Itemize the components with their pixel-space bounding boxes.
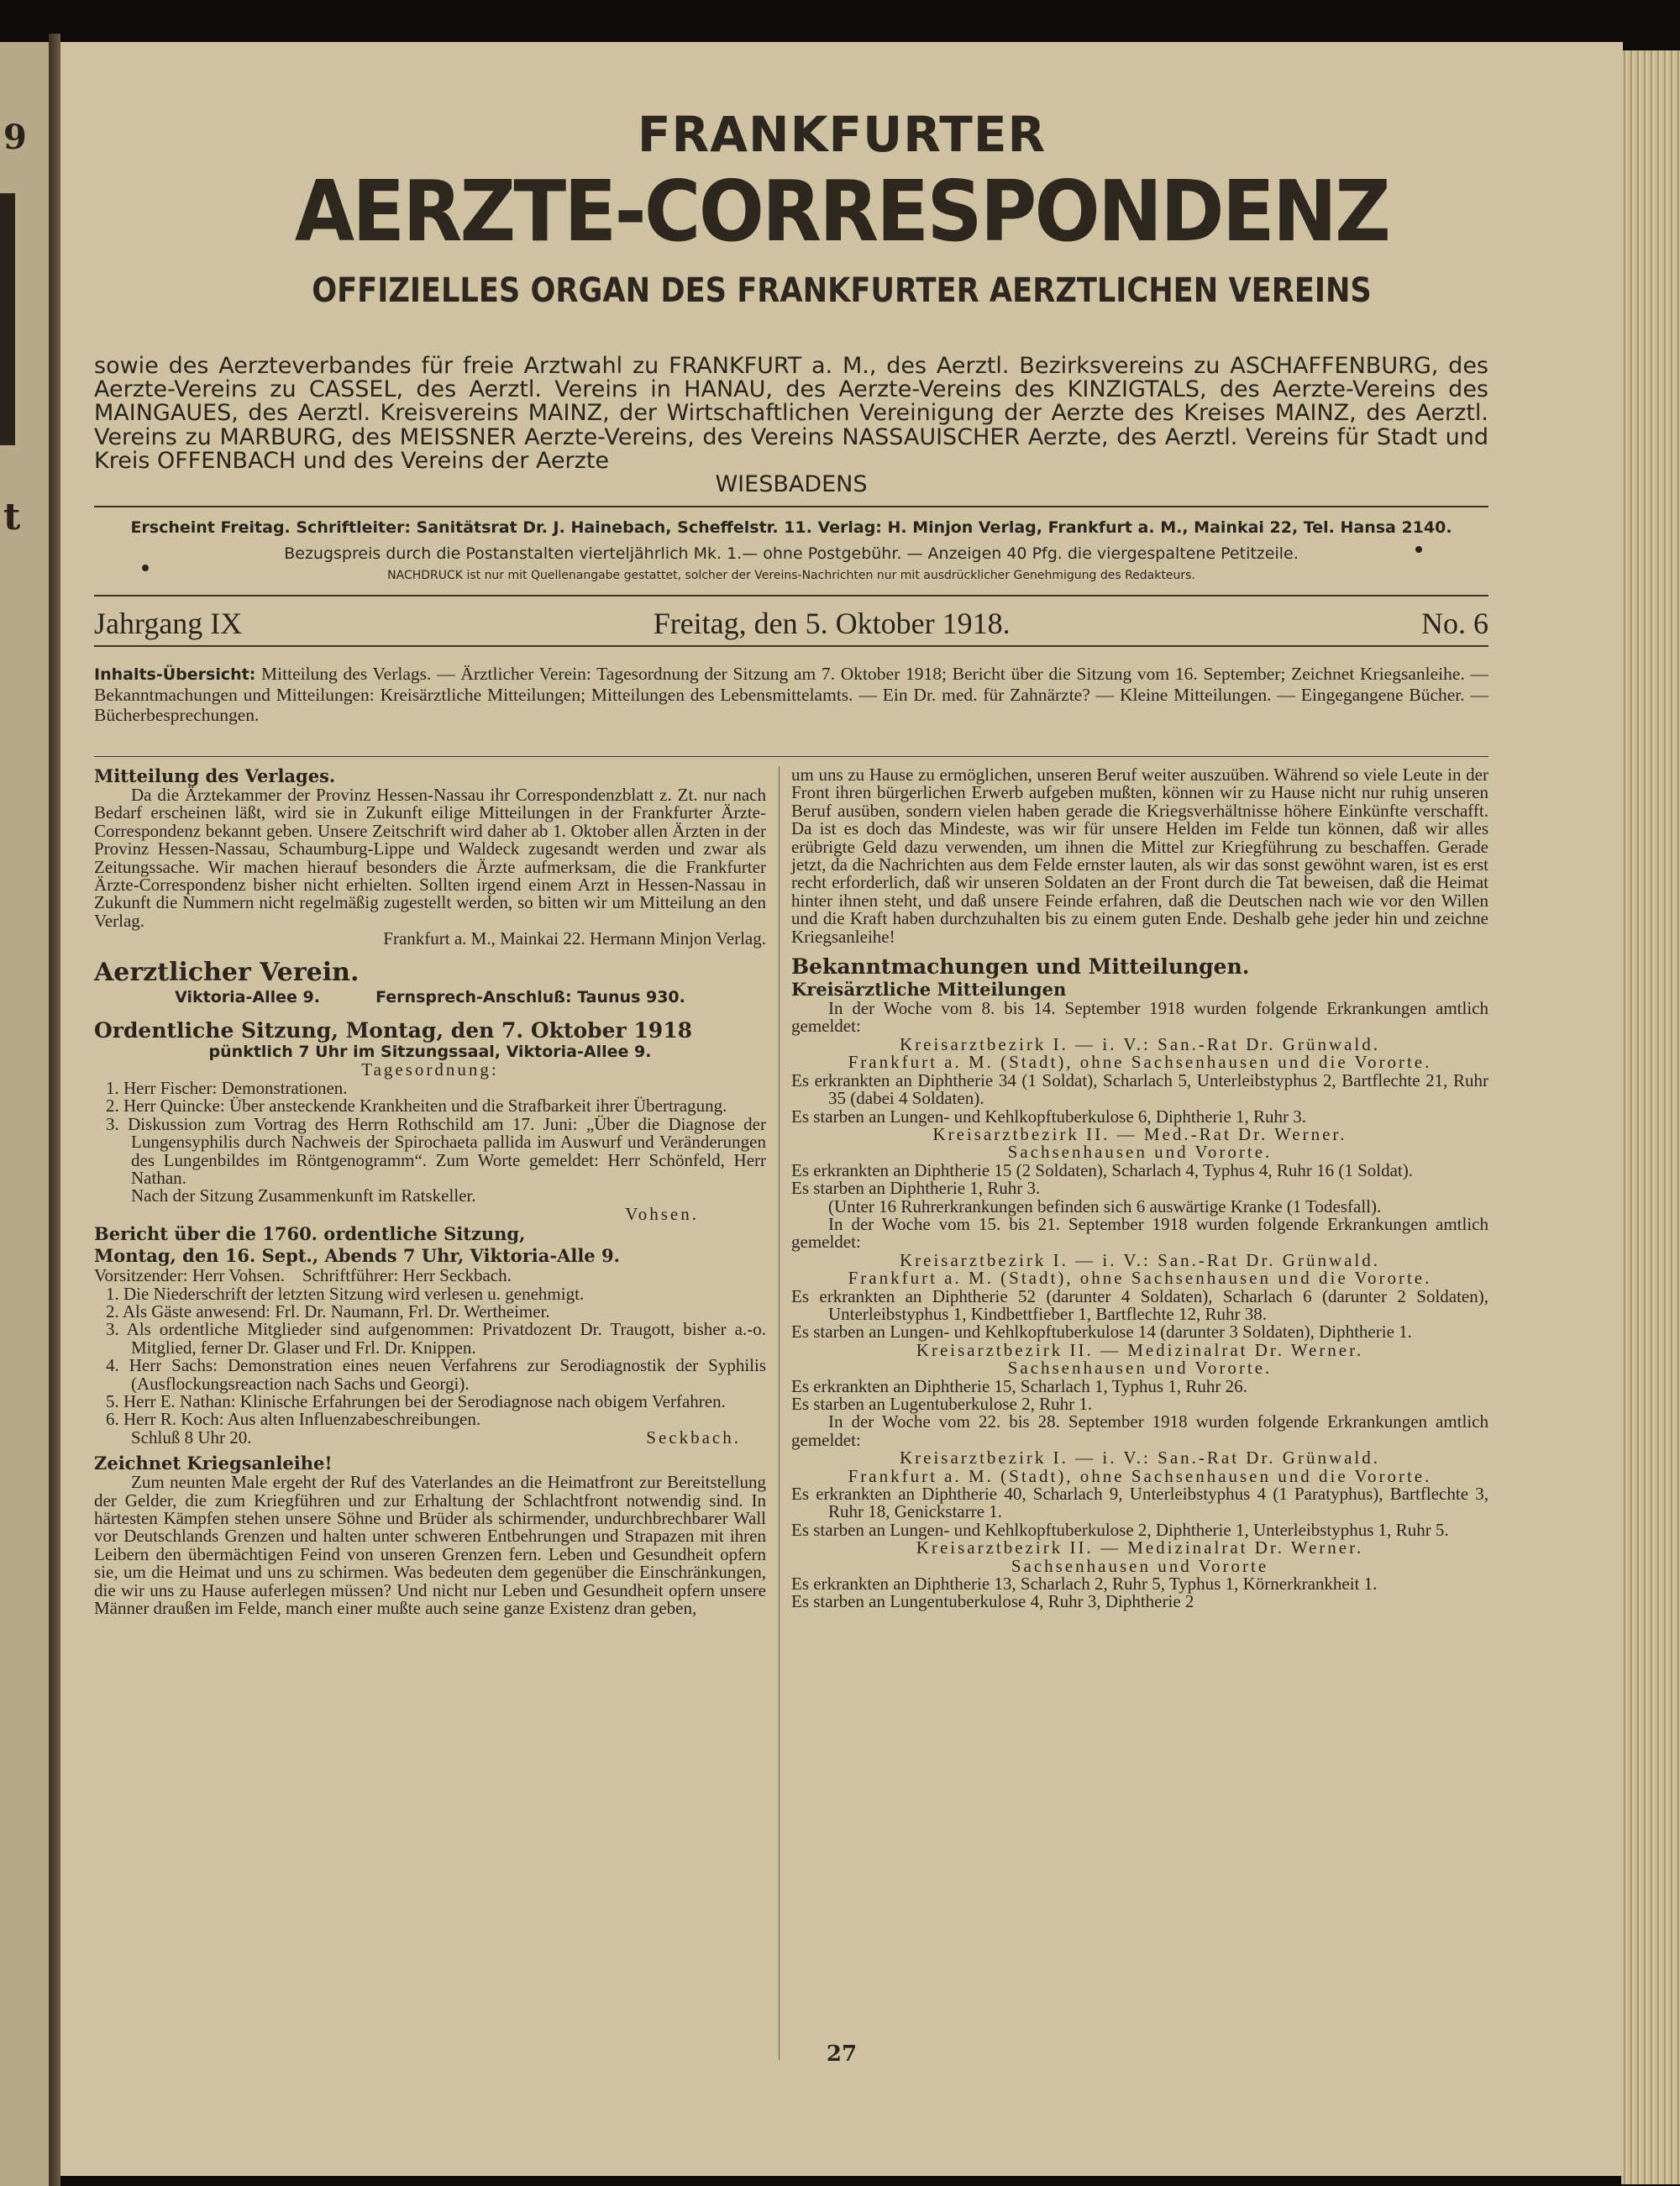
report-line: Es erkrankten an Diphtherie 52 (darunter 4 Soldaten), Scharlach 6 (darunter 2 Soldaten), Unterleibstyphus 1, Kindbettfieber 1, Bartflechte 12, Ruhr 38. bbox=[791, 1285, 1488, 1324]
section-heading: Mitteilung des Verlages. bbox=[94, 765, 336, 786]
issue-date: Freitag, den 5. Oktober 1918. bbox=[653, 607, 1011, 640]
verein-address: Viktoria-Allee 9. Fernsprech-Anschluß: Taunus 930. bbox=[175, 987, 685, 1006]
area-heading: Frankfurt a. M. (Stadt), ohne Sachsenhausen und die Vororte. bbox=[848, 1052, 1432, 1073]
section-heading: Aerztlicher Verein. bbox=[94, 957, 360, 987]
closing-time: Schluß 8 Uhr 20. bbox=[131, 1427, 252, 1448]
paragraph: um uns zu Hause zu ermöglichen, unseren Beruf weiter auszuüben. Während so viele Leute in der Front ihren bürgerlichen Erwerb aufgeben mußten, können wir zu Hause nicht nur ruhig unseren Beruf ausüben, sondern vielen haben gerade die Kriegsverhältnisse höhere Einkünfte verschafft. Da ist es doch das Mindeste, was wir für unsere Helden im Felde tun können, daß wir alles erübrigte Geld dazu verwenden, um ihnen die Mittel zur Kriegführung zu beschaffen. Gerade jetzt, da die Nachrichten aus dem Felde ernster lauten, als wir das sonst gewöhnt waren, ist es erst recht erforderlich, daß wir unseren Soldaten an der Front durch die Tat beweisen, daß die Heimat hinter ihnen steht, und daß unsere Feinde erfahren, daß die Deutschen nach wie vor den Willen und die Kraft haben durchzuhalten bis zu einem guten Ende. Deshalb gehe jeder hin und zeichne Kriegsanleihe! bbox=[791, 765, 1488, 947]
prev-page-fragment: t bbox=[3, 496, 21, 539]
report-heading: Bericht über die 1760. ordentliche Sitzung, bbox=[94, 1223, 526, 1245]
agenda-item: 1. Herr Fischer: Demonstrationen. bbox=[106, 1077, 348, 1098]
book-gutter bbox=[49, 34, 60, 2186]
area-heading: Sachsenhausen und Vororte bbox=[1011, 1555, 1269, 1576]
bullet bbox=[1415, 546, 1422, 553]
subsection-heading: Kreisärztliche Mitteilungen bbox=[791, 979, 1067, 1001]
minutes-item: 4. Herr Sachs: Demonstration eines neuen Verfahrens zur Serodiagnostik der Syphilis (Ausflockungsreaction nach Sachs und Georgi). bbox=[106, 1355, 766, 1394]
left-column bbox=[94, 766, 766, 1617]
prev-page-fragment: 9 bbox=[3, 118, 27, 157]
area-heading: Sachsenhausen und Vororte. bbox=[1007, 1358, 1273, 1379]
report-line: Es erkrankten an Diphtherie 40, Scharlach 9, Unterleibstyphus 4 (1 Paratyphus), Bartflechte 3, Ruhr 18, Genickstarre 1. bbox=[791, 1484, 1488, 1522]
area-heading: Frankfurt a. M. (Stadt), ohne Sachsenhausen und die Vororte. bbox=[848, 1268, 1432, 1289]
session-heading: Ordentliche Sitzung, Montag, den 7. Oktober 1918 bbox=[94, 1018, 692, 1043]
paragraph: Zum neunten Male ergeht der Ruf des Vaterlandes an die Heimatfront zur Bereitstellung der Gelder, die zum Kriegführen und zur Erhaltung der Schlachtfront notwendig sind. In härtesten Kämpfen stehen unsere Söhne und Brüder als schirmender, undurchbrechbarer Wall vor Deutschlands Grenzen und halten unter schweren Entbehrungen und Strapazen mit ihren Leibern den übermächtigen Feind von unseren Grenzen fern. Leben und Gesundheit opfern sie, um die Heimat und uns zu schirmen. Was bedeuten dem gegenüber die Einschränkungen, die wir uns zu Hause auferlegen müssen? Und nicht nur Leben und Gesundheit opfern unsere Männer draußen im Felde, manch einer mußte auch seine ganze Existenz dran geben, bbox=[94, 1472, 766, 1619]
week-intro: In der Woche vom 15. bis 21. September 1918 wurden folgende Erkrankungen amtlich gemeldet: bbox=[791, 1213, 1488, 1253]
subscription-info: Bezugspreis durch die Postanstalten vierteljährlich Mk. 1.— ohne Postgebühr. — Anzeigen 40 Pfg. die viergespaltene Petitzeile. bbox=[284, 544, 1299, 563]
district-heading: Kreisarztbezirk I. — i. V.: San.-Rat Dr. Grünwald. bbox=[899, 1249, 1381, 1270]
rule bbox=[94, 506, 1488, 507]
right-column bbox=[791, 766, 1488, 1611]
week-intro: In der Woche vom 8. bis 14. September 1918 wurden folgende Erkrankungen amtlich gemeldet: bbox=[791, 998, 1488, 1037]
volume: Jahrgang IX bbox=[94, 607, 243, 640]
agenda-item: 2. Herr Quincke: Über ansteckende Krankheiten und die Strafbarkeit ihrer Übertragung. bbox=[106, 1096, 727, 1117]
closing-line bbox=[94, 1429, 766, 1447]
minutes-item: 6. Herr R. Koch: Aus alten Influenzabeschreibungen. bbox=[106, 1409, 481, 1430]
signature: Vohsen. bbox=[625, 1203, 699, 1224]
report-line: Es starben an Lungen- und Kehlkopftuberkulose 6, Diphtherie 1, Ruhr 3. bbox=[791, 1106, 1306, 1127]
area-heading: Frankfurt a. M. (Stadt), ohne Sachsenhausen und die Vororte. bbox=[848, 1465, 1432, 1486]
report-line: Es erkrankten an Diphtherie 15, Scharlach 1, Typhus 1, Ruhr 26. bbox=[791, 1375, 1247, 1396]
district-heading: Kreisarztbezirk I. — i. V.: San.-Rat Dr. Grünwald. bbox=[899, 1033, 1381, 1054]
section-heading: Zeichnet Kriegsanleihe! bbox=[94, 1453, 333, 1474]
toc-text: Mitteilung des Verlags. — Ärztlicher Verein: Tagesordnung der Sitzung am 7. Oktober 1918; Bericht über die Sitzung vom 16. September; Zeichnet Kriegsanleihe. — Bekanntmachungen und Mitteilungen: Kreisärztliche Mitteilungen; Mitteilungen des Lebensmittelamts. — Ein Dr. med. für Zahnärzte? — Kleine Mitteilungen. — Eingegangene Bücher. — Bücherbesprechungen. bbox=[94, 664, 1488, 725]
masthead-associations bbox=[94, 355, 1488, 497]
minutes-item: 3. Als ordentliche Mitglieder sind aufgenommen: Privatdozent Dr. Traugott, bisher a.-o. Mitglied, ferner Dr. Glaser und Frl. Dr. Knippen. bbox=[106, 1319, 766, 1358]
issue-number: No. 6 bbox=[1421, 607, 1488, 640]
session-subheading: pünktlich 7 Uhr im Sitzungssaal, Viktoria-Allee 9. bbox=[208, 1043, 652, 1062]
report-line: Es starben an Diphtherie 1, Ruhr 3. bbox=[791, 1178, 1041, 1199]
minutes-item: 1. Die Niederschrift der letzten Sitzung wird verlesen u. genehmigt. bbox=[106, 1283, 585, 1304]
masthead-organ: OFFIZIELLES ORGAN DES FRANKFURTER AERZTLICHEN VEREINS bbox=[312, 271, 1372, 310]
signature: Seckbach. bbox=[646, 1427, 741, 1448]
chair-line: Vorsitzender: Herr Vohsen. Schriftführer: Herr Seckbach. bbox=[94, 1265, 512, 1286]
minutes-item: 2. Als Gäste anwesend: Frl. Dr. Naumann, Frl. Dr. Wertheimer. bbox=[106, 1301, 550, 1322]
table-of-contents bbox=[94, 664, 1488, 725]
report-line: Es starben an Lungentuberkulose 4, Ruhr 3, Diphtherie 2 bbox=[791, 1591, 1194, 1612]
agenda-list bbox=[94, 1077, 766, 1188]
masthead-pretitle: FRANKFURTER bbox=[637, 106, 1047, 163]
page-edges bbox=[1621, 50, 1680, 2184]
after-session-note: Nach der Sitzung Zusammenkunft im Ratskeller. bbox=[131, 1185, 476, 1206]
report-line: Es erkrankten an Diphtherie 15 (2 Soldaten), Scharlach 4, Typhus 4, Ruhr 16 (1 Soldat). bbox=[791, 1159, 1413, 1180]
agenda-item: 3. Diskussion zum Vortrag des Herrn Rothschild am 17. Juni: „Über die Diagnose der Lungensyphilis durch Nachweis der Spirochaeta pallida im Auswurf und Veränderungen des Lungenbildes im Röntgenogramm“. Zum Worte gemeldet: Herr Schönfeld, Herr Nathan. bbox=[106, 1113, 766, 1188]
minutes-item: 5. Herr E. Nathan: Klinische Erfahrungen bei der Serodiagnose nach obigem Verfahren. bbox=[106, 1390, 726, 1411]
page-number: 27 bbox=[826, 2041, 858, 2067]
toc-label: Inhalts-Übersicht: bbox=[94, 665, 256, 684]
minutes-list bbox=[94, 1285, 766, 1429]
report-line: Es erkrankten an Diphtherie 13, Scharlach 2, Ruhr 5, Typhus 1, Körnerkrankheit 1. bbox=[791, 1574, 1378, 1595]
district-heading: Kreisarztbezirk I. — i. V.: San.-Rat Dr. Grünwald. bbox=[899, 1448, 1381, 1469]
report-line: Es starben an Lungen- und Kehlkopftuberkulose 2, Diphtherie 1, Unterleibstyphus 1, Ruhr 5. bbox=[791, 1519, 1449, 1540]
week-intro: In der Woche vom 22. bis 28. September 1918 wurden folgende Erkrankungen amtlich gemeldet: bbox=[791, 1411, 1488, 1450]
section-heading: Bekanntmachungen und Mitteilungen. bbox=[791, 954, 1250, 980]
column-separator bbox=[779, 766, 780, 2060]
district-heading: Kreisarztbezirk II. — Medizinalrat Dr. Werner. bbox=[916, 1339, 1364, 1360]
publication-info: Erscheint Freitag. Schriftleiter: Sanitätsrat Dr. J. Hainebach, Scheffelstr. 11. Verlag: H. Minjon Verlag, Frankfurt a. M., Mainkai 22, Tel. Hansa 2140. bbox=[130, 518, 1452, 537]
prev-page-dark-strip bbox=[0, 193, 15, 445]
newspaper-page bbox=[60, 42, 1623, 2176]
rule bbox=[94, 756, 1488, 757]
previous-page-edge bbox=[0, 42, 52, 2186]
signature: Frankfurt a. M., Mainkai 22. Hermann Minjon Verlag. bbox=[383, 928, 766, 949]
rule bbox=[94, 595, 1488, 596]
dateline bbox=[94, 607, 1488, 640]
rule bbox=[94, 645, 1488, 647]
masthead-title: AERZTE-CORRESPONDENZ bbox=[294, 162, 1389, 260]
report-subheading: Montag, den 16. Sept., Abends 7 Uhr, Viktoria-Alle 9. bbox=[94, 1245, 620, 1267]
report-line: Es erkrankten an Diphtherie 34 (1 Soldat), Scharlach 5, Unterleibstyphus 2, Bartflechte 21, Ruhr 35 (dabei 4 Soldaten). bbox=[791, 1069, 1488, 1109]
agenda-heading: Tagesordnung: bbox=[361, 1059, 499, 1080]
report-line: Es starben an Lungen- und Kehlkopftuberkulose 14 (darunter 3 Soldaten), Diphtherie 1. bbox=[791, 1322, 1412, 1343]
associations-last: WIESBADENS bbox=[715, 471, 868, 498]
district-heading: Kreisarztbezirk II. — Med.-Rat Dr. Werner. bbox=[932, 1123, 1347, 1144]
reprint-notice: NACHDRUCK ist nur mit Quellenangabe gestattet, solcher der Vereins-Nachrichten nur mit ausdrücklicher Genehmigung des Redakteurs. bbox=[387, 569, 1195, 582]
paragraph: Da die Ärztekammer der Provinz Hessen-Nassau ihr Correspondenzblatt z. Zt. nur nach Bedarf erscheinen läßt, wird sie in Zukunft eilige Mitteilungen in der Frankfurter Ärzte-Correspondenz bekannt geben. Unsere Zeitschrift wird daher ab 1. Oktober allen Ärzten in der Provinz Hessen-Nassau, Schaumburg-Lippe und Waldeck zugesandt werden und zwar als Zeitungssache. Wir machen hierauf besonders die Ärzte aufmerksam, die die Frankfurter Ärzte-Correspondenz bisher nicht erhielten. Sollten irgend einem Arzt in Hessen-Nassau in Zukunft die Nummern nicht regelmäßig zugestellt werden, so bitten wir um Mitteilung an den Verlag. bbox=[94, 785, 766, 931]
district-heading: Kreisarztbezirk II. — Medizinalrat Dr. Werner. bbox=[916, 1537, 1364, 1558]
area-heading: Sachsenhausen und Vororte. bbox=[1007, 1142, 1273, 1163]
associations-text: sowie des Aerzteverbandes für freie Arztwahl zu FRANKFURT a. M., des Aerztl. Bezirksvereins zu ASCHAFFENBURG, des Aerzte-Vereins zu CASSEL, des Aerztl. Vereins in HANAU, des Aerzte-Vereins des KINZIGTALS, des Aerzte-Vereins des MAINGAUES, des Aerztl. Kreisvereins MAINZ, der Wirtschaftlichen Vereinigung der Aerzte des Kreises MAINZ, des Aerztl. Vereins zu MARBURG, des MEISSNER Aerzte-Vereins, des Vereins NASSAUISCHER Aerzte, des Aerztl. Vereins für Stadt und Kreis OFFENBACH und des Vereins der Aerzte bbox=[94, 353, 1488, 474]
report-line: Es starben an Lugentuberkulose 2, Ruhr 1. bbox=[791, 1394, 1093, 1414]
masthead bbox=[60, 106, 1623, 311]
report-note: (Unter 16 Ruhrerkrankungen befinden sich 6 auswärtige Kranke (1 Todesfall). bbox=[828, 1195, 1382, 1216]
